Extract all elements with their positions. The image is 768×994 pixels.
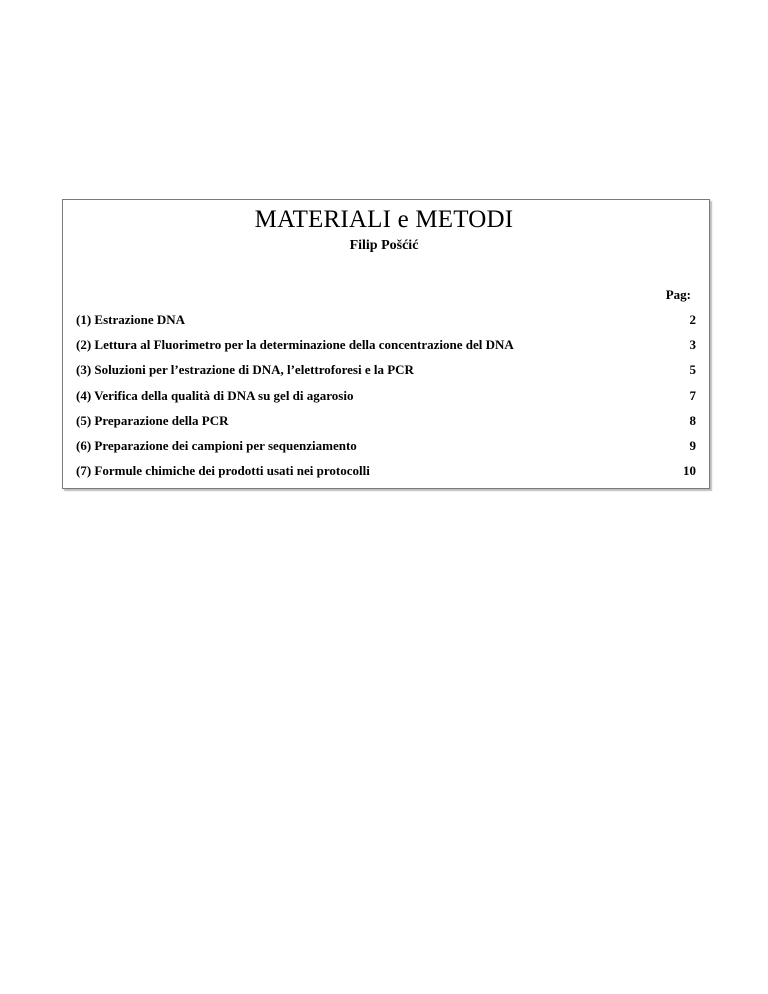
toc-entry-page: 8	[689, 412, 696, 428]
toc-entry	[76, 463, 696, 488]
toc-entry	[76, 413, 696, 438]
toc-entry-page: 10	[683, 463, 696, 479]
toc-entry-label: (4) Verifica della qualità di DNA su gel di agarosio	[76, 387, 354, 403]
toc-entry-page: 7	[689, 387, 696, 403]
toc-entry-page: 2	[689, 312, 696, 327]
toc-list	[76, 312, 696, 488]
toc-entry-page: 9	[689, 437, 696, 453]
toc-entry	[76, 438, 696, 463]
toc-entry-label: (2) Lettura al Fluorimetro per la determinazione della concentrazione del DNA	[76, 337, 514, 353]
toc-entry-label: (7) Formule chimiche dei prodotti usati nei protocolli	[76, 463, 370, 479]
toc-entry-label: (6) Preparazione dei campioni per sequenziamento	[76, 437, 357, 453]
toc-entry-label: (1) Estrazione DNA	[76, 312, 186, 327]
toc-entry-label: (5) Preparazione della PCR	[76, 412, 229, 428]
toc-entry-page: 5	[689, 362, 696, 378]
document-author: Filip Pošćić	[349, 238, 419, 253]
toc-entry	[76, 312, 696, 337]
toc-entry-label: (3) Soluzioni per l’estrazione di DNA, l’elettroforesi e la PCR	[76, 362, 414, 378]
toc-entry-page: 3	[689, 337, 696, 353]
page-column-header: Pag:	[665, 287, 691, 302]
document-title: MATERIALI e METODI	[254, 206, 514, 233]
toc-entry	[76, 337, 696, 362]
toc-entry	[76, 362, 696, 387]
toc-entry	[76, 388, 696, 413]
